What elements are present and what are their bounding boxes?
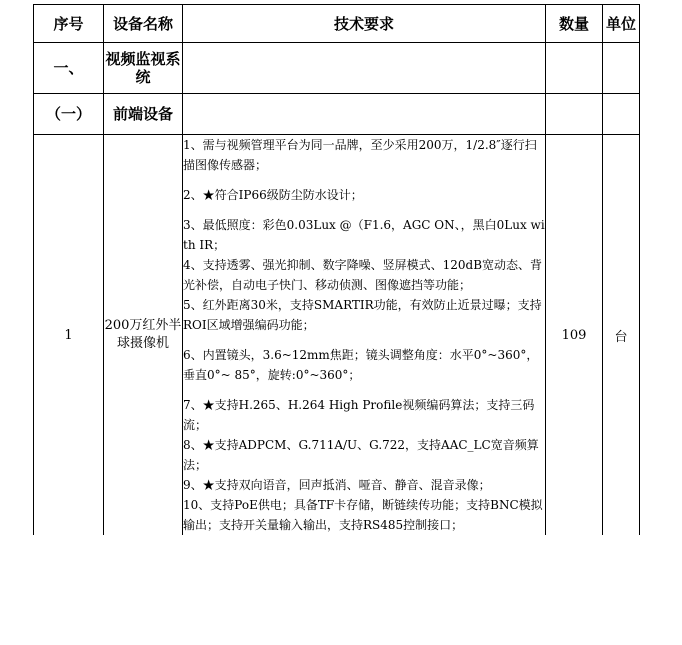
- subsection-index: （一）: [34, 94, 104, 135]
- item-name: 200万红外半球摄像机: [104, 135, 183, 536]
- requirement-line: 1、需与视频管理平台为同一品牌，至少采用200万，1/2.8″逐行扫描图像传感器；: [183, 138, 537, 172]
- item-unit: 台: [603, 135, 640, 536]
- requirement-line: 6、内置镜头，3.6~12mm焦距；镜头调整角度：水平0°~360°，垂直0°~ 85°，旋转:0°~360°；: [183, 348, 539, 382]
- subsection-name: 前端设备: [104, 94, 183, 135]
- section-row: [34, 43, 640, 94]
- section-index: 一、: [34, 43, 104, 94]
- header-name: 设备名称: [104, 5, 183, 43]
- header-unit: 单位: [603, 5, 640, 43]
- requirement-line: 8、★支持ADPCM、G.711A/U、G.722，支持AAC_LC宽音频算法；: [183, 438, 539, 472]
- subsection-requirements-cell: [183, 94, 546, 135]
- section-requirements-cell: [183, 43, 546, 94]
- header-index: 序号: [34, 5, 104, 43]
- item-requirements: [183, 135, 546, 536]
- subsection-quantity-cell: [546, 94, 603, 135]
- section-quantity-cell: [546, 43, 603, 94]
- requirement-line: 7、★支持H.265、H.264 High Profile视频编码算法；支持三码流；: [183, 398, 535, 432]
- section-unit-cell: [603, 43, 640, 94]
- requirement-line: 9、★支持双向语音，回声抵消、哑音、静音、混音录像；: [183, 478, 491, 492]
- requirement-line: 10、支持PoE供电；具备TF卡存储，断链续传功能；支持BNC模拟输出；支持开关量输入输出，支持RS485控制接口；: [183, 498, 543, 532]
- header-quantity: 数量: [546, 5, 603, 43]
- requirement-line: 4、支持透雾、强光抑制、数字降噪、竖屏模式、120dB宽动态、背光补偿，自动电子快门、移动侦测、图像遮挡等功能；: [183, 258, 543, 292]
- section-name: 视频监视系统: [104, 43, 183, 94]
- item-index: 1: [34, 135, 104, 536]
- header-row: [34, 5, 640, 43]
- requirement-line: 5、红外距离30米，支持SMARTIR功能，有效防止近景过曝；支持ROI区域增强编码功能；: [183, 298, 542, 332]
- item-row: [34, 135, 640, 536]
- requirement-line: 3、最低照度：彩色0.03Lux @（F1.6，AGC ON、，黑白0Lux with IR；: [183, 218, 545, 252]
- item-quantity: 109: [546, 135, 603, 536]
- subsection-unit-cell: [603, 94, 640, 135]
- header-requirements: 技术要求: [183, 5, 546, 43]
- requirement-line: 2、★符合IP66级防尘防水设计；: [183, 188, 363, 202]
- spec-table: [33, 4, 640, 535]
- subsection-row: [34, 94, 640, 135]
